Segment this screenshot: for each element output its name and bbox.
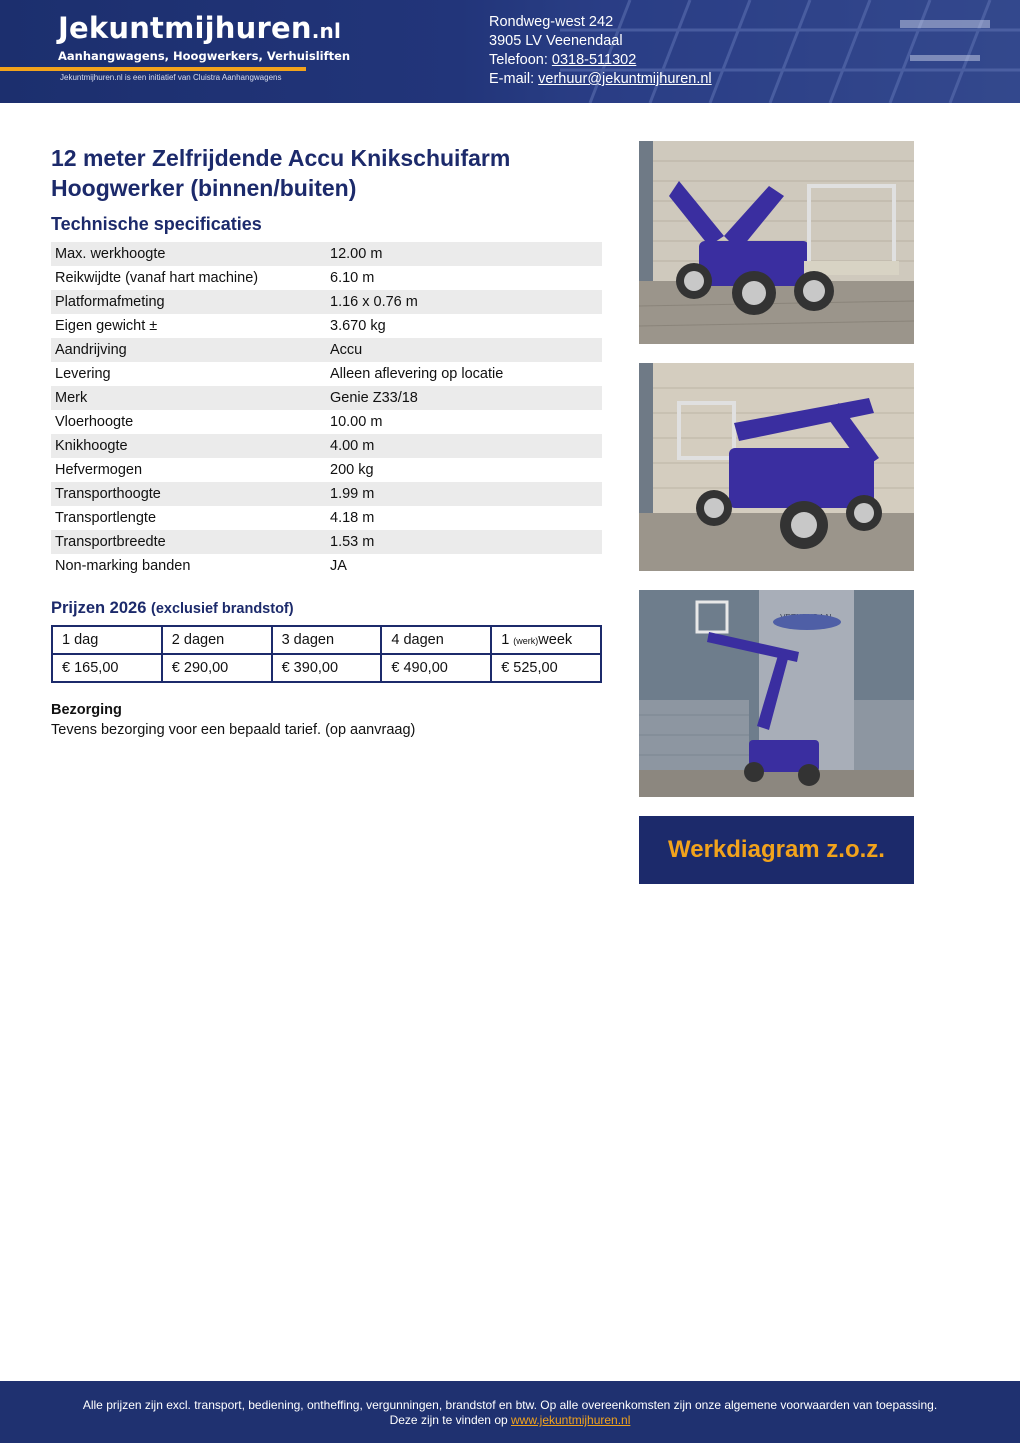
spec-row bbox=[51, 242, 602, 266]
spec-label: Knikhoogte bbox=[51, 434, 326, 458]
price-1-dag: € 165,00 bbox=[52, 654, 162, 682]
spec-row bbox=[51, 290, 602, 314]
price-4-dagen: € 490,00 bbox=[381, 654, 491, 682]
spec-row bbox=[51, 482, 602, 506]
spec-value: 1.16 x 0.76 m bbox=[326, 290, 602, 314]
page-footer bbox=[0, 1381, 1020, 1443]
address-line-1: Rondweg-west 242 bbox=[489, 14, 614, 30]
spec-value: 12.00 m bbox=[326, 242, 602, 266]
spec-row bbox=[51, 434, 602, 458]
spec-value: 6.10 m bbox=[330, 270, 375, 286]
spec-row bbox=[51, 338, 602, 362]
spec-row bbox=[51, 458, 602, 482]
spec-value: Alleen aflevering op locatie bbox=[330, 366, 504, 382]
spec-label: Transportlengte bbox=[55, 510, 157, 526]
delivery-heading: Bezorging bbox=[51, 702, 122, 718]
spec-row bbox=[51, 362, 602, 386]
specs-table bbox=[51, 242, 602, 578]
spec-label: Eigen gewicht ± bbox=[55, 318, 158, 334]
prices-amount-row bbox=[52, 654, 601, 682]
address-line-2: 3905 LV Veenendaal bbox=[489, 33, 623, 49]
price-2-dagen: € 290,00 bbox=[162, 654, 272, 682]
spec-label: Non-marking banden bbox=[55, 558, 191, 574]
logo-underline-bar bbox=[0, 67, 306, 71]
period-week: 1 (werk)week bbox=[491, 626, 601, 654]
prices-period-row bbox=[52, 626, 601, 654]
period-2-dagen: 2 dagen bbox=[162, 626, 272, 654]
spec-label: Aandrijving bbox=[51, 338, 326, 362]
page-title: 12 meter Zelfrijdende Accu Knikschuifarm Hoogwerker (binnen/buiten) bbox=[51, 145, 511, 201]
footer-terms-line: Deze zijn te vinden op www.jekuntmijhuren.nl bbox=[389, 1413, 631, 1427]
spec-row bbox=[51, 410, 602, 434]
footer-website-link[interactable]: www.jekuntmijhuren.nl bbox=[511, 1413, 631, 1427]
period-3-dagen: 3 dagen bbox=[272, 626, 382, 654]
phone-line: Telefoon: 0318-511302 bbox=[489, 52, 637, 68]
logo-subtitle: Aanhangwagens, Hoogwerkers, Verhuisliften bbox=[58, 49, 351, 63]
period-1-dag: 1 dag bbox=[52, 626, 162, 654]
spec-value: Accu bbox=[326, 338, 602, 362]
spec-label: Vloerhoogte bbox=[55, 414, 134, 430]
spec-row bbox=[51, 386, 602, 410]
price-3-dagen: € 390,00 bbox=[272, 654, 382, 682]
spec-row bbox=[51, 506, 602, 530]
spec-value: 1.99 m bbox=[326, 482, 602, 506]
prices-heading: Prijzen 2026 (exclusief brandstof) bbox=[51, 599, 294, 617]
spec-label: Transportbreedte bbox=[51, 530, 326, 554]
spec-row bbox=[51, 554, 602, 578]
spec-label: Transporthoogte bbox=[51, 482, 326, 506]
spec-label: Levering bbox=[55, 366, 111, 382]
spec-label: Platformafmeting bbox=[51, 290, 326, 314]
spec-value: 4.18 m bbox=[330, 510, 375, 526]
contact-block bbox=[489, 13, 712, 89]
logo-wordmark: Jekuntmijhuren.nl bbox=[58, 11, 342, 45]
spec-value: 4.00 m bbox=[326, 434, 602, 458]
site-logo[interactable] bbox=[58, 12, 350, 64]
photo-machine-side bbox=[639, 363, 914, 571]
spec-value: JA bbox=[330, 558, 347, 574]
spec-value: 10.00 m bbox=[330, 414, 383, 430]
spec-row bbox=[51, 530, 602, 554]
spec-label: Max. werkhoogte bbox=[51, 242, 326, 266]
prices-table bbox=[51, 625, 602, 683]
spec-row bbox=[51, 266, 602, 290]
spec-value: Genie Z33/18 bbox=[326, 386, 602, 410]
photo-machine-front bbox=[639, 141, 914, 344]
spec-value: 1.53 m bbox=[326, 530, 602, 554]
specs-heading: Technische specificaties bbox=[51, 214, 262, 234]
spec-value: 200 kg bbox=[330, 462, 374, 478]
spec-value: 3.670 kg bbox=[330, 318, 386, 334]
logo-tagline: Jekuntmijhuren.nl is een initiatief van Cluistra Aanhangwagens bbox=[60, 73, 282, 82]
footer-disclaimer: Alle prijzen zijn excl. transport, bediening, ontheffing, vergunningen, brandstof en btw. Op alle overeenkomsten zijn onze algemene voorwaarden van toepassing. bbox=[82, 1398, 938, 1412]
page-header bbox=[0, 0, 1020, 103]
spec-row bbox=[51, 314, 602, 338]
email-link[interactable]: verhuur@jekuntmijhuren.nl bbox=[538, 71, 712, 87]
email-line: E-mail: verhuur@jekuntmijhuren.nl bbox=[489, 71, 712, 87]
period-4-dagen: 4 dagen bbox=[381, 626, 491, 654]
delivery-text: Tevens bezorging voor een bepaald tarief. (op aanvraag) bbox=[51, 722, 416, 738]
spec-label: Hefvermogen bbox=[55, 462, 143, 478]
werkdiagram-button[interactable]: Werkdiagram z.o.z. bbox=[639, 816, 914, 884]
spec-label: Merk bbox=[51, 386, 326, 410]
phone-link[interactable]: 0318-511302 bbox=[551, 52, 637, 68]
spec-label: Reikwijdte (vanaf hart machine) bbox=[55, 270, 259, 286]
photo-machine-raised bbox=[639, 590, 914, 797]
price-week: € 525,00 bbox=[491, 654, 601, 682]
